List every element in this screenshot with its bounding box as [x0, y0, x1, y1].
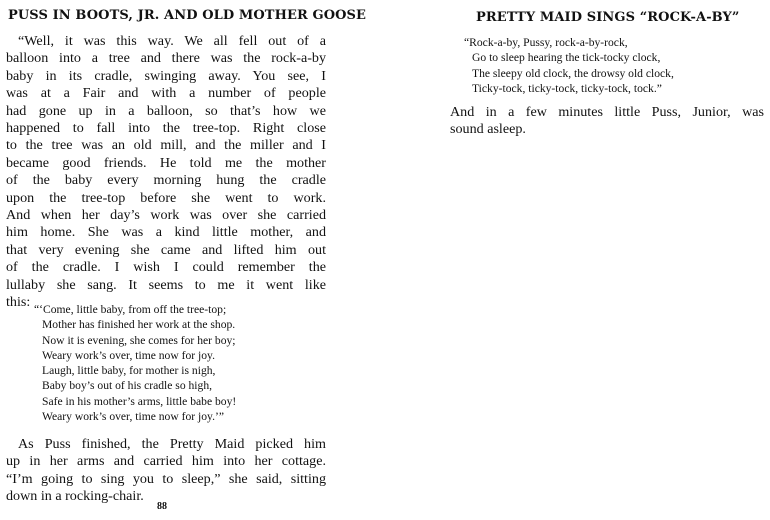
paragraph-line: happened to fall into the tree-top. Right close	[6, 120, 326, 137]
paragraph-line: him home. She was a kind little mother, and	[6, 224, 326, 241]
paragraph-line: up in her arms and carried him into her cottage.	[6, 453, 326, 470]
verse-line: The sleepy old clock, the drowsy old clock,	[472, 66, 674, 80]
paragraph-line: And in a few minutes little Puss, Junior, was	[450, 104, 764, 120]
running-head: PUSS IN BOOTS, JR. AND OLD MOTHER GOOSE	[8, 8, 367, 23]
paragraph-line: became good friends. He told me the mother	[6, 154, 326, 171]
verse-line: Go to sleep hearing the tick-tocky clock,	[472, 51, 661, 65]
paragraph-2	[6, 436, 326, 506]
closing-paragraph	[450, 104, 764, 139]
paragraph-line: As Puss finished, the Pretty Maid picked him	[18, 436, 326, 452]
page-number: 88	[157, 501, 167, 512]
paragraph-line: “Well, it was this way. We all fell out of a	[18, 33, 326, 49]
paragraph-line: had gone up in a balloon, so that’s how we	[6, 102, 326, 119]
paragraph-line: “I’m going to sing you to sleep,” she said, sitting	[6, 470, 326, 487]
rock-a-by-verse	[464, 35, 674, 96]
paragraph-line: this:	[6, 294, 31, 311]
verse-line: “Rock-a-by, Pussy, rock-a-by-rock,	[464, 36, 628, 49]
paragraph-line: balloon into a tree and there was the rock-a-by	[6, 50, 326, 67]
paragraph-line: baby in its cradle, swinging away. You see, I	[6, 67, 326, 84]
paragraph-line: And when her day’s work was over she carried	[6, 207, 326, 224]
left-page	[0, 0, 367, 520]
paragraph-line: was at a Fair and with a number of people	[6, 85, 326, 102]
paragraph-line: lullaby she sang. It seems to me it went like	[6, 276, 326, 293]
paragraph-line: sound asleep.	[450, 121, 526, 138]
paragraph-line: to the tree was an old mill, and the miller and I	[6, 137, 326, 154]
verse-line: “‘Come, little baby, from off the tree-top;	[34, 303, 227, 316]
paragraph-line: that very evening she came and lifted him out	[6, 241, 326, 258]
verse-line: Now it is evening, she comes for her boy;	[42, 333, 236, 347]
verse-line: Weary work’s over, time now for joy.	[42, 348, 215, 362]
paragraph-line: of the cradle. I wish I could remember the	[6, 259, 326, 276]
verse-line: Laugh, little baby, for mother is nigh,	[42, 364, 216, 378]
verse-line: Ticky-tock, ticky-tock, ticky-tock, tock.”	[472, 81, 662, 95]
paragraph-line: upon the tree-top before she went to work.	[6, 189, 326, 206]
verse-line: Safe in his mother’s arms, little babe boy!	[42, 394, 237, 408]
paragraph-1	[6, 33, 326, 312]
lullaby-verse	[34, 302, 236, 424]
verse-line: Baby boy’s out of his cradle so high,	[42, 379, 213, 393]
verse-line: Mother has finished her work at the shop.	[42, 318, 236, 332]
paragraph-line: down in a rocking-chair.	[6, 488, 144, 505]
paragraph-line: of the baby every morning hung the cradle	[6, 172, 326, 189]
right-page	[448, 0, 770, 520]
verse-line: Weary work’s over, time now for joy.’”	[42, 410, 225, 424]
chapter-heading: PRETTY MAID SINGS “ROCK-A-BY”	[476, 10, 740, 25]
